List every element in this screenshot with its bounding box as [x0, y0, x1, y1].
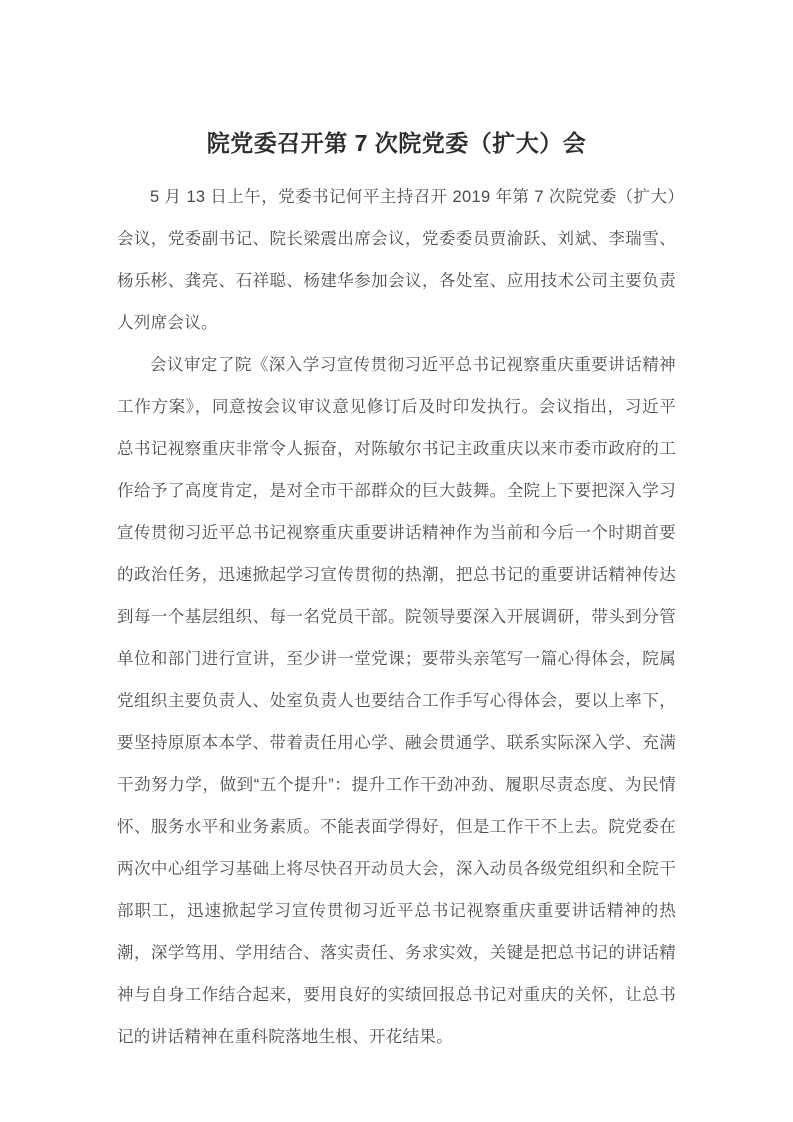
paragraph-meeting-attendees: 5 月 13 日上午，党委书记何平主持召开 2019 年第 7 次院党委（扩大）会议，党委副书记、院长梁震出席会议，党委委员贾渝跃、刘斌、李瑞雪、杨乐彬、龚亮、石祥聪、杨建华参加会议，各处室、应用技术公司主要负责人列席会议。 [117, 188, 676, 332]
paragraph-meeting-content: 会议审定了院《深入学习宣传贯彻习近平总书记视察重庆重要讲话精神工作方案》，同意按会议审议意见修订后及时印发执行。会议指出，习近平总书记视察重庆非常令人振奋，对陈敏尔书记主政重庆以来市委市政府的工作给予了高度肯定，是对全市干部群众的巨大鼓舞。全院上下要把深入学习宣传贯彻习近平总书记视察重庆重要讲话精神作为当前和今后一个时期首要的政治任务，迅速掀起学习宣传贯彻的热潮，把总书记的重要讲话精神传达到每一个基层组织、每一名党员干部。院领导要深入开展调研，带头到分管单位和部门进行宣讲，至少讲一堂党课；要带头亲笔写一篇心得体会，院属党组织主要负责人、处室负责人也要结合工作手写心得体会，要以上率下，要坚持原原本本学、带着责任用心学、融会贯通学、联系实际深入学、充满干劲努力学，做到“五个提升”：提升工作干劲冲劲、履职尽责态度、为民情怀、服务水平和业务素质。不能表面学得好，但是工作干不上去。院党委在两次中心组学习基础上将尽快召开动员大会，深入动员各级党组织和全院干部职工，迅速掀起学习宣传贯彻习近平总书记视察重庆重要讲话精神的热潮，深学笃用、学用结合、落实责任、务求实效，关键是把总书记的讲话精神与自身工作结合起来，要用良好的实绩回报总书记对重庆的关怀，让总书记的讲话精神在重科院落地生根、开花结果。 [117, 356, 676, 1046]
document-body [117, 176, 676, 1058]
document-title: 院党委召开第 7 次院党委（扩大）会 [206, 130, 587, 156]
